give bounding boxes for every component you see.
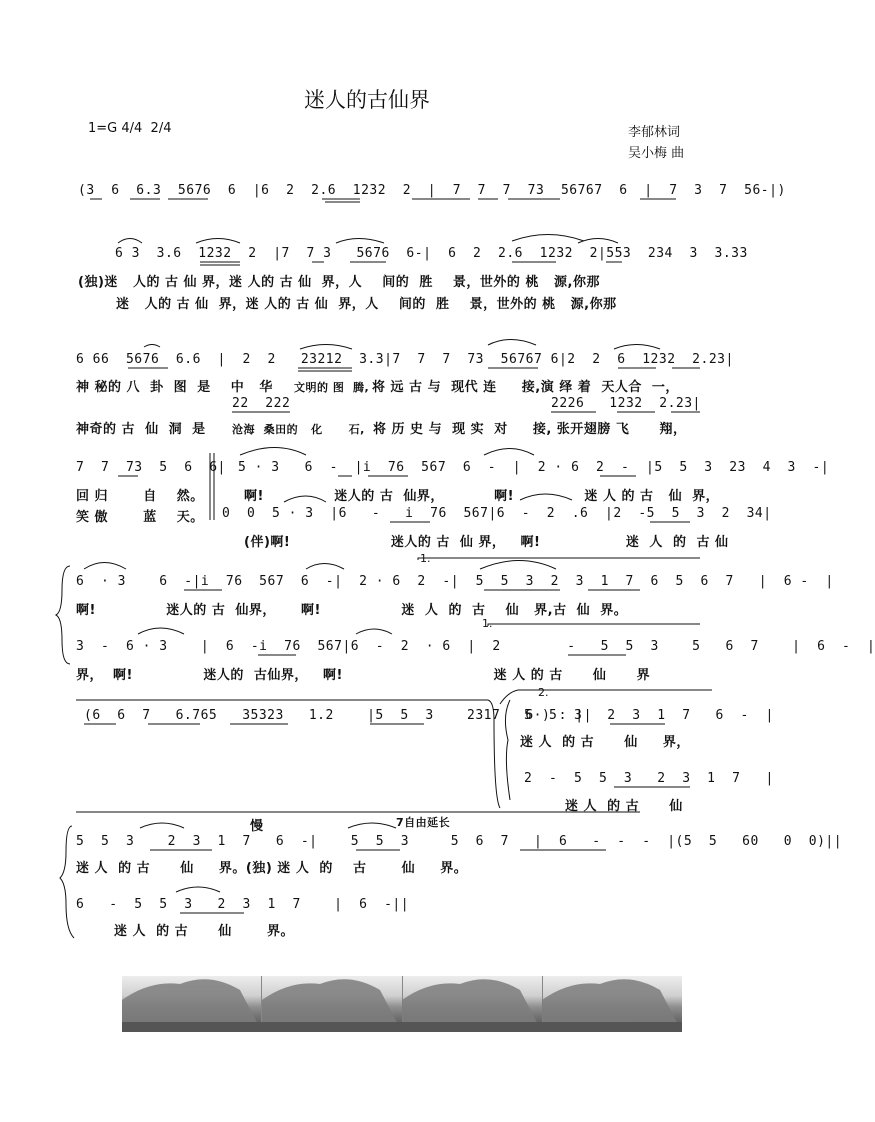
sys3-lyric-verse2-left: 笑 傲 蓝 天。	[76, 510, 204, 525]
sys4-lyric-lower: 界， 啊! 迷人的 古仙界， 啊! 迷 人 的 古 仙 界	[76, 668, 651, 683]
sys5-ending-notes-upper: 5 5 3 2 3 1 7 6 - |	[524, 708, 774, 723]
sys4-lyric-upper: 啊! 迷人的 古 仙界， 啊! 迷 人 的 古 仙 界,古 仙 界。	[76, 603, 628, 618]
sys6-lyric-upper: 迷 人 的 古 仙 界。(独) 迷 人 的 古 仙 界。	[76, 861, 468, 876]
lyricist: 李郁林词	[628, 125, 681, 140]
sys3-notes-right: 5 · 3 6 - |i 76 567 6 - | 2 · 6 2 - |5 5 3 23 4 3 -|	[238, 460, 830, 475]
sys6-notes-upper: 5 5 3 2 3 1 7 6 -| 5 5 3 5 6 7 | 6 - - - |(5 5 60 0 0)||	[76, 834, 843, 849]
sys3-lyric-verse1-right: 啊! 迷人的 古 仙界， 啊! 迷 人 的 古 仙 界，	[244, 489, 720, 504]
volta-1-top: 1.	[420, 552, 431, 565]
sys5-ending-notes-lower: 2 - 5 5 3 2 3 1 7 |	[524, 771, 774, 786]
sys4-notes-lower: 3 - 6 · 3 | 6 -i 76 567|6 - 2 · 6 | 2 - 5 5 3 5 6 7 | 6 - |	[76, 639, 875, 654]
sys6-notes-lower: 6 - 5 5 3 2 3 1 7 | 6 -||	[76, 897, 410, 912]
fermata-marking: 7自由延长	[396, 816, 451, 829]
sys3-accomp-notes: 0 0 5 · 3 |6 - i 76 567|6 - 2 .6 |2 -5 5 3 2 34|	[222, 506, 772, 521]
sys4-notes-upper: 6 · 3 6 -|i 76 567 6 -| 2 · 6 2 -| 5 5 3 2 3 1 7 6 5 6 7 | 6 - |	[76, 574, 834, 589]
sys3-lyric-verse1-left: 回 归 自 然。	[76, 489, 204, 504]
sys1-lyric-verse1: (独)迷 人的 古 仙 界，迷 人的 古 仙 界，人 间的 胜 景，世外的 桃 源,你那	[78, 275, 600, 290]
sys2-lyric-verse2-b: 沧海 桑田的 化 石,	[232, 423, 365, 436]
sys3-notes-left: 7 7 73 5 6 6|	[76, 460, 226, 475]
volta-1-bottom: 1.	[482, 617, 493, 630]
tempo-marking: 慢	[250, 819, 264, 834]
song-title: 迷人的古仙界	[304, 88, 430, 112]
key-signature: 1=G 4/4 2/4	[88, 121, 172, 136]
sys2-lyric-verse2-c: 将 历 史 与 现 实 对 接, 张开翅膀 飞 翔，	[373, 422, 687, 437]
sys2-notes: 6 66 5676 6.6 | 2 2 23212 3.3|7 7 7 73 56767 6|2 2 6 1232 2.23|	[76, 352, 734, 367]
sys1-notes: 6 3 3.6 1232 2 |7 7 3 5676 6-| 6 2 2.6 1232 2|553 234 3 3.33	[115, 246, 748, 261]
sys2-lyric-verse1-a: 神 秘的 八 卦 图 是 中 华	[76, 380, 273, 395]
sys2-lyric-verse1-c: 将 远 古 与 现代 连 接,演 绎 着 天人合 一，	[372, 380, 679, 395]
composer: 吴小梅 曲	[628, 146, 685, 161]
sys6-lyric-lower: 迷 人 的 古 仙 界。	[114, 924, 294, 939]
sys1-lyric-verse2: 迷 人的 古 仙 界，迷 人的 古 仙 界，人 间的 胜 景，世外的 桃 源,你那	[116, 297, 617, 312]
sys5-interlude-notes: (6 6 7 6.765 35323 1.2 |5 5 3 2317 6·) : ||	[84, 708, 592, 723]
sys3-accomp-lyric: (伴)啊! 迷人的 古 仙 界， 啊! 迷 人 的 古 仙	[244, 535, 729, 550]
intro-notes: (3 6 6.3 5676 6 |6 2 2.6 1232 2 | 7 7 7 73 56767 6 | 7 3 7 56-|)	[78, 183, 786, 198]
sys2-lyric-verse1-b: 文明的 图 腾,	[294, 381, 370, 394]
volta-2: 2.	[538, 686, 549, 699]
sys2-notes-verse2-a: 22 222	[232, 396, 291, 411]
sys5-ending-lyric-upper: 迷 人 的 古 仙 界，	[520, 735, 690, 750]
sys2-notes-verse2-b: 2226 1232 2.23|	[551, 396, 701, 411]
sys2-lyric-verse2-a: 神奇的 古 仙 洞 是	[76, 422, 206, 437]
sys5-ending-lyric-lower: 迷 人 的 古 仙	[565, 799, 683, 814]
